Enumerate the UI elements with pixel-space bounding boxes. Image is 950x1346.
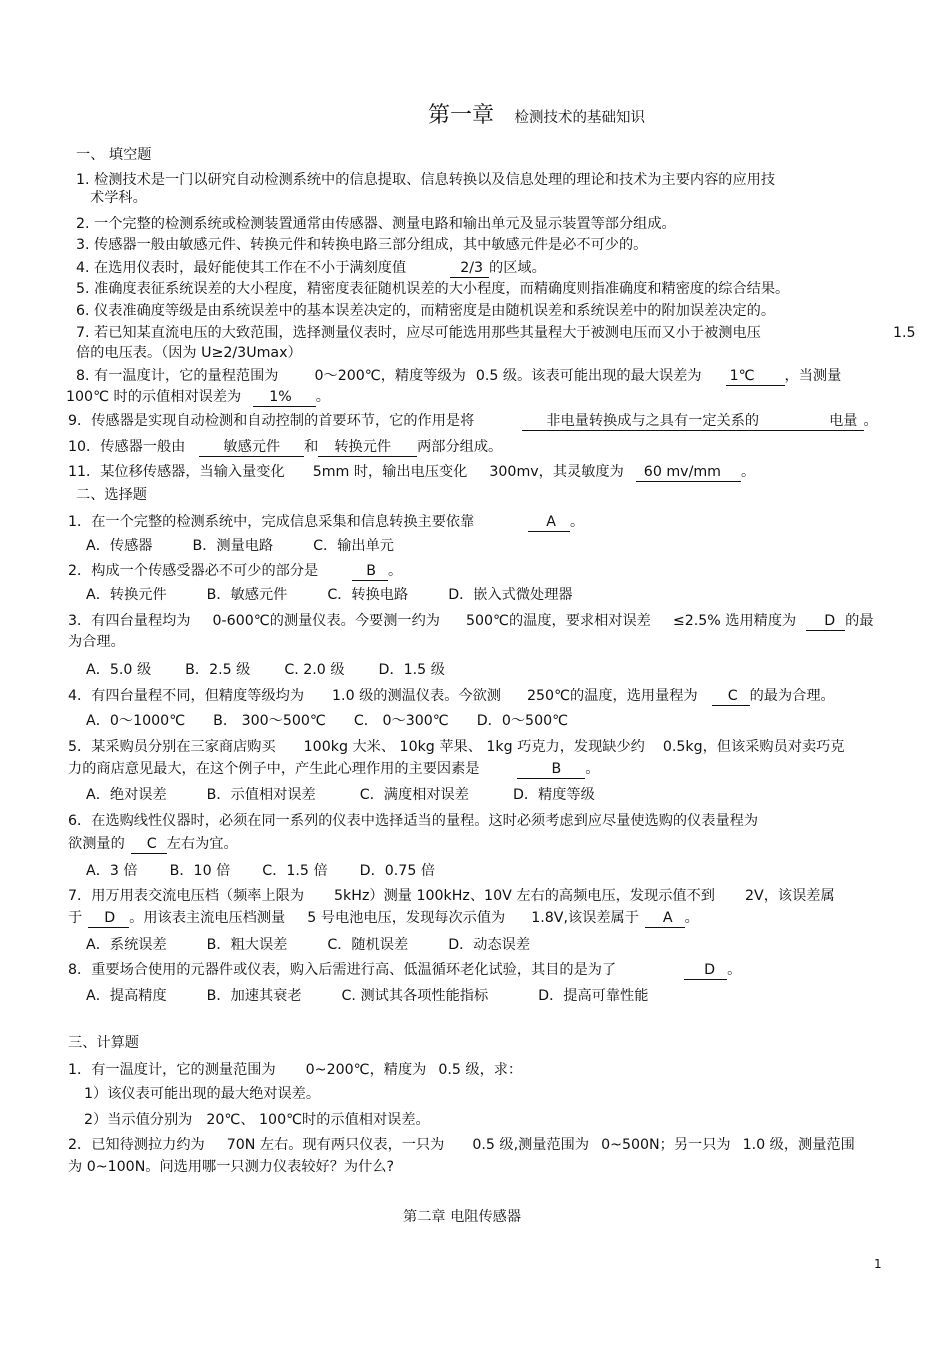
section-2-heading: 二、选择题: [76, 487, 147, 503]
q11-text-2: 5mm 时，输出电压变化: [312, 464, 468, 480]
c5-line-2: [68, 759, 599, 779]
c5-option-a: A．绝对误差: [86, 787, 167, 803]
c4-options: [86, 711, 568, 731]
c8-text-end: 。: [727, 962, 742, 978]
c4-option-c: C． 0～300℃: [353, 713, 449, 729]
q4-answer: 2/3: [450, 260, 489, 278]
c2-option-b: B．敏感元件: [206, 587, 288, 603]
q9: [68, 411, 878, 431]
c6-option-a: A．3 倍: [86, 863, 138, 879]
q8-text-5: 100℃ 时的示值相对误差为: [66, 389, 242, 405]
q5: 5. 准确度表征系统误差的大小程度，精密度表征随机误差的大小程度，而精确度则指准确度和精密度的综合结果。: [76, 281, 790, 297]
c1-option-a: A．传感器: [86, 538, 153, 554]
c4-text-2: 1.0 级的测温仪表。今欲测: [332, 688, 501, 704]
q6: 6. 仪表准确度等级是由系统误差中的基本误差决定的，而精密度是由随机误差和系统误差中的附加误差决定的。: [76, 303, 776, 319]
c7-text-5: 。用该表主流电压档测量: [129, 910, 286, 926]
c5-text-end: 。: [585, 761, 600, 777]
c6-options: [86, 861, 435, 881]
q7-line-1: 7. 若已知某直流电压的大致范围，选择测量仪表时，应尽可能选用那些其量程大于被测电压而又小于被测电压: [76, 325, 761, 341]
c3-option-d: D．1.5 级: [378, 662, 445, 678]
c4-answer: C: [712, 688, 750, 706]
c7-answer-2: A: [645, 910, 685, 928]
c2: [68, 561, 402, 581]
q9-answer-1: 非电量转换成与之具有一定关系的: [522, 413, 793, 431]
q7-line-2: 倍的电压表。（因为 U≥2/3Umax）: [76, 345, 302, 361]
c6-option-c: C．1.5 倍: [262, 863, 328, 879]
p1-line-1: [68, 1060, 522, 1080]
q10-answer-2: 转换元件: [318, 439, 417, 457]
q7-answer: 1.5: [893, 325, 916, 341]
q10-text-mid: 和: [304, 439, 319, 455]
q4-text-end: 的区域。: [489, 260, 546, 276]
section-3-heading: 三、计算题: [68, 1035, 139, 1051]
c2-text-end: 。: [387, 563, 403, 579]
q11-text-end: 。: [741, 464, 756, 480]
p2-text-3: 0.5 级,测量范围为: [472, 1137, 590, 1153]
c8: [68, 960, 741, 980]
c5-line-1: [68, 737, 845, 757]
c3-options: [86, 660, 445, 680]
q8-text-3: 0.5 级。该表可能出现的最大误差为: [475, 368, 702, 384]
c4-text-end: 的最为合理。: [749, 688, 835, 704]
c1-text: 1．在一个完整的检测系统中，完成信息采集和信息转换主要依靠: [68, 514, 475, 530]
c2-options: [86, 585, 573, 605]
c5-text-1: 5．某采购员分别在三家商店购买: [68, 739, 276, 755]
c7-option-c: C．随机误差: [327, 937, 409, 953]
q8-answer-2: 1%: [253, 389, 316, 407]
c7-option-b: B．粗大误差: [206, 937, 288, 953]
chapter-1-number: 第一章: [428, 103, 495, 128]
c7-text-7: 1.8V,该误差属于: [531, 910, 639, 926]
chapter-2-title: 第二章 电阻传感器: [403, 1209, 522, 1225]
c2-text: 2．构成一个传感受器必不可少的部分是: [68, 563, 319, 579]
q10-text-end: 两部分组成。: [417, 439, 503, 455]
c6-answer: C: [131, 836, 167, 854]
c7-option-a: A．系统误差: [86, 937, 167, 953]
q8-text-6: 。: [315, 389, 330, 405]
c1-option-b: B．测量电路: [192, 538, 274, 554]
p1-text-1: 1．有一温度计，它的测量范围为: [68, 1062, 276, 1078]
c8-option-c: C. 测试其各项性能指标: [341, 988, 489, 1004]
q8-answer-1: 1℃: [726, 368, 785, 386]
c5-text-2: 100kg 大米、 10kg 苹果、 1kg 巧克力，发现缺少约: [303, 739, 645, 755]
q8-line-2: [66, 387, 330, 407]
q8-text-1: 8. 有一温度计，它的量程范围为: [76, 368, 279, 384]
c7-text-3: 2V，该误差属: [744, 888, 835, 904]
c3-text-5: 的最: [845, 613, 874, 629]
p2-text-1: 2．已知待测拉力约为: [68, 1137, 205, 1153]
c7-line-2: [68, 908, 699, 928]
c7-options: [86, 935, 530, 955]
c8-option-d: D．提高可靠性能: [538, 988, 649, 1004]
q8-text-2: 0～200℃，精度等级为: [314, 368, 466, 384]
c8-answer: D: [684, 962, 727, 980]
c7-answer-1: D: [88, 910, 129, 928]
c5-option-c: C．满度相对误差: [359, 787, 469, 803]
q2: 2. 一个完整的检测系统或检测装置通常由传感器、测量电路和输出单元及显示装置等部分组成。: [76, 216, 676, 232]
p2-text-5: 1.0 级，测量范围: [742, 1137, 855, 1153]
c7-option-d: D．动态误差: [448, 937, 531, 953]
q9-text-end: 。: [863, 413, 878, 429]
chapter-1-title: [428, 103, 646, 128]
c6-option-d: D．0.75 倍: [359, 863, 436, 879]
q11-text-1: 11．某位移传感器，当输入量变化: [68, 464, 285, 480]
c1-options: [86, 536, 394, 556]
c3-line-2: 为合理。: [68, 634, 125, 650]
c1: [68, 512, 584, 532]
q10-answer-1: 敏感元件: [199, 439, 304, 457]
q10: [68, 437, 502, 457]
p2-text-4: 0~500N；另一只为: [601, 1137, 731, 1153]
c8-option-b: B．加速其衰老: [206, 988, 302, 1004]
c6-line-2: [68, 834, 238, 854]
c3-option-a: A．5.0 级: [86, 662, 152, 678]
q1-line-2: 术学科。: [90, 190, 147, 206]
chapter-1-subtitle: 检测技术的基础知识: [514, 110, 646, 126]
c3-option-c: C. 2.0 级: [284, 662, 345, 678]
q1-line-1: 1. 检测技术是一门以研究自动检测系统中的信息提取、信息转换以及信息处理的理论和技术为主要内容的应用技: [76, 172, 776, 188]
c4: [68, 686, 835, 706]
q11-answer: 60 mv/mm: [636, 464, 741, 482]
c7-text-8: 。: [684, 910, 699, 926]
p2-line-2: 为 0~100N。问选用哪一只测力仪表较好？为什么?: [68, 1159, 395, 1175]
c6-text: 欲测量的: [68, 836, 125, 852]
p2-text-2: 70N 左右。现有两只仪表，一只为: [226, 1137, 445, 1153]
c7-line-1: [68, 886, 835, 906]
c2-option-c: C．转换电路: [327, 587, 409, 603]
p1-sub-2: [84, 1110, 430, 1130]
c2-option-a: A．转换元件: [86, 587, 167, 603]
c3-text-2: 0-600℃的测量仪表。今要测一约为: [212, 613, 440, 629]
section-1-heading: 一、 填空题: [76, 147, 152, 163]
p1-sub-1: 1）该仪表可能出现的最大绝对误差。: [84, 1086, 321, 1102]
c5-answer: B: [517, 761, 585, 779]
c7-text-2: 5kHz）测量 100kHz、10V 左右的高频电压，发现示值不到: [334, 888, 715, 904]
c8-text: 8．重要场合使用的元器件或仪表，购入后需进行高、低温循环老化试验，其目的是为了: [68, 962, 617, 978]
q4: [76, 258, 546, 278]
c1-answer: A: [528, 514, 570, 532]
c6-text-end: 左右为宜。: [166, 836, 238, 852]
q9-text: 9．传感器是实现自动检测和自动控制的首要环节，它的作用是将: [68, 413, 475, 429]
page-number: 1: [874, 1257, 882, 1271]
c4-text-3: 250℃的温度，选用量程为: [526, 688, 698, 704]
c1-option-c: C．输出单元: [313, 538, 394, 554]
q4-text: 4. 在选用仪表时，最好能使其工作在不小于满刻度值: [76, 260, 407, 276]
p1-text-2: 0~200℃，精度为: [305, 1062, 427, 1078]
q11: [68, 462, 755, 482]
c8-option-a: A．提高精度: [86, 988, 167, 1004]
c4-option-b: B． 300～500℃: [213, 713, 326, 729]
c7-text-6: 5 号电池电压，发现每次示值为: [307, 910, 506, 926]
c6-option-b: B．10 倍: [169, 863, 231, 879]
q9-answer-2: 电量: [793, 413, 863, 431]
p1-sub-2-text-2: 20℃、 100℃时的示值相对误差。: [206, 1112, 430, 1128]
c4-option-a: A．0～1000℃: [86, 713, 186, 729]
p1-text-3: 0.5 级，求：: [438, 1062, 523, 1078]
c5-text-3: 0.5kg，但该采购员对卖巧克: [662, 739, 845, 755]
c7-text-4: 于: [68, 910, 83, 926]
c4-text-1: 4．有四台量程不同，但精度等级均为: [68, 688, 305, 704]
c5-option-b: B．示值相对误差: [206, 787, 316, 803]
c4-option-d: D．0～500℃: [476, 713, 569, 729]
c3-text-3: 500℃的温度，要求相对误差: [465, 613, 651, 629]
q8-line-1: [76, 366, 841, 386]
c3-line-1: [68, 611, 874, 631]
c3-text-1: 3．有四台量程均为: [68, 613, 191, 629]
q3: 3. 传感器一般由敏感元件、转换元件和转换电路三部分组成，其中敏感元件是必不可少的。: [76, 237, 648, 253]
c5-options: [86, 785, 595, 805]
c2-option-d: D．嵌入式微处理器: [448, 587, 573, 603]
c3-option-b: B．2.5 级: [185, 662, 251, 678]
c2-answer: B: [352, 563, 388, 581]
p2-line-1: [68, 1135, 855, 1155]
c1-text-end: 。: [570, 514, 585, 530]
q11-text-3: 300mv，其灵敏度为: [489, 464, 624, 480]
c3-answer: D: [806, 613, 845, 631]
p1-sub-2-text-1: 2）当示值分别为: [84, 1112, 193, 1128]
q10-text: 10．传感器一般由: [68, 439, 186, 455]
c6-line-1: 6．在选购线性仪器时，必须在同一系列的仪表中选择适当的量程。这时必须考虑到应尽量使选购的仪表量程为: [68, 813, 759, 829]
c5-text-4: 力的商店意见最大，在这个例子中，产生此心理作用的主要因素是: [68, 761, 480, 777]
c5-option-d: D．精度等级: [512, 787, 595, 803]
c8-options: [86, 986, 648, 1006]
c7-text-1: 7．用万用表交流电压档（频率上限为: [68, 888, 305, 904]
q8-text-4: ，当测量: [784, 368, 842, 384]
c3-text-4: ≤2.5% 选用精度为: [672, 613, 797, 629]
